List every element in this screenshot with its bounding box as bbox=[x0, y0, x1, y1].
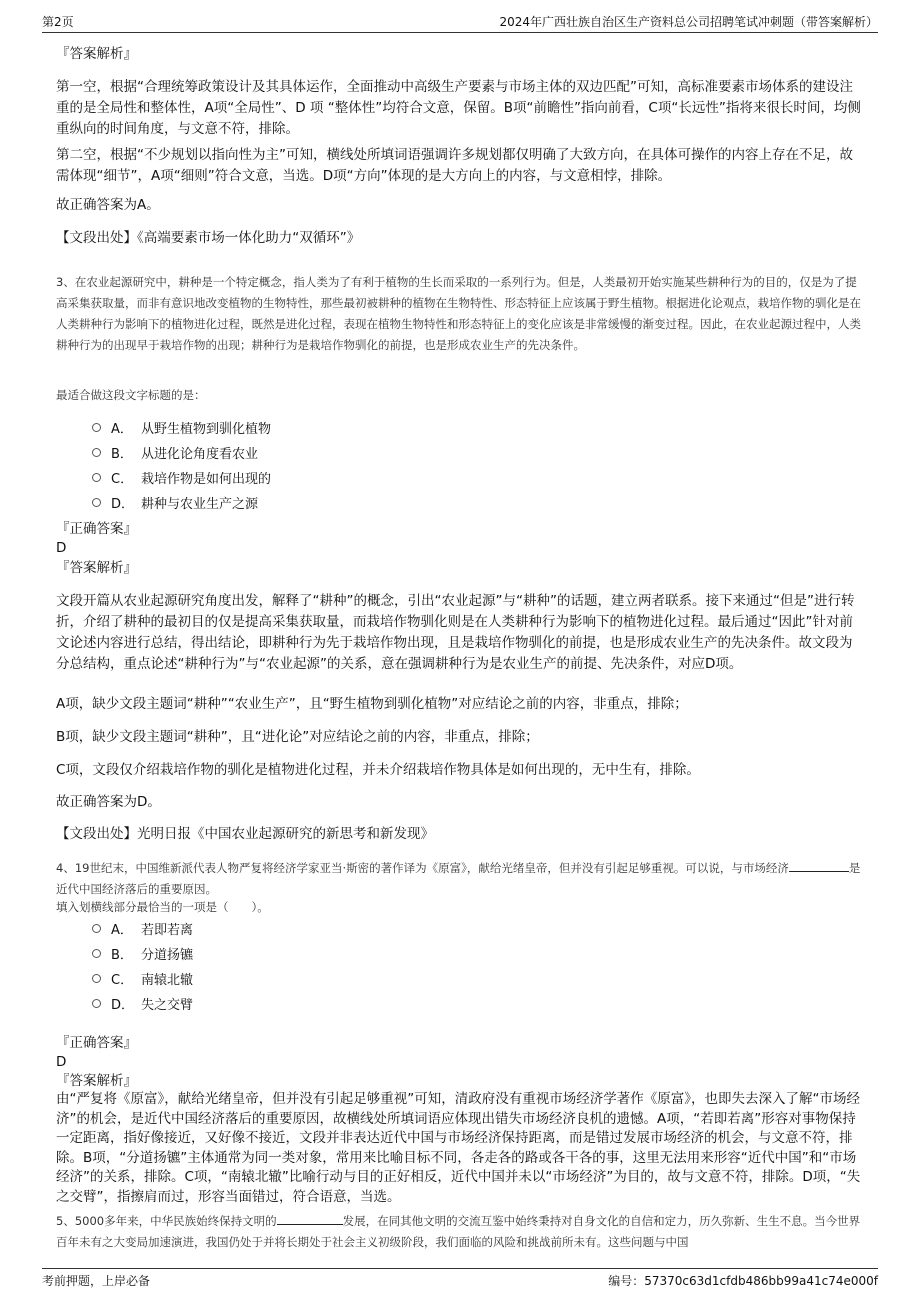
radio-button-icon[interactable] bbox=[92, 448, 101, 457]
option-text: 栽培作物是如何出现的 bbox=[141, 472, 272, 487]
page-number: 第2页 bbox=[42, 14, 74, 29]
q5-stem bbox=[56, 1211, 864, 1253]
q4-answer-label: 『正确答案』 bbox=[56, 1035, 137, 1051]
q3-option-b[interactable] bbox=[92, 443, 258, 462]
q3-prompt: 最适合做这段文字标题的是： bbox=[56, 388, 206, 402]
q4-option-d[interactable] bbox=[92, 994, 193, 1013]
q4-stem-part2: 是近代中国经济落后的重要原因。 bbox=[56, 861, 861, 896]
q3-conclusion: 故正确答案为D。 bbox=[56, 794, 161, 810]
page-footer bbox=[42, 1268, 878, 1291]
option-letter: A． bbox=[111, 422, 133, 437]
q4-analysis: 由“严复将《原富》，献给光绪皇帝，但并没有引起足够重视”可知，清政府没有重视市场经济学著作《原富》，也即失去深入了解“市场经济”的机会，是近代中国经济落后的重要原因，故横线处所填词语应体现出错失市场经济良机的遗憾。A项，“若即若离”形容对事物保持一定距离，指好像接近，又好像不接近，文段并非表达近代中国与市场经济保持距离，而是错过发展市场经济的机会，与文意不符，排除。B项，“分道扬镳”主体通常为同一类对象，常用来比喻目标不同，各走各的路或各干各的事，这里无法用来形容“近代中国”和“市场经济”的关系，排除。C项，“南辕北辙”比喻行动与目的正好相反，近代中国并未以“市场经济”为目的，故与文意不符，排除。D项，“失之交臂”，指擦肩而过，形容当面错过，符合语意，当选。 bbox=[56, 1091, 861, 1205]
radio-button-icon[interactable] bbox=[92, 924, 101, 933]
q3-analysis-para1: 文段开篇从农业起源研究角度出发，解释了“耕种”的概念，引出“农业起源”与“耕种”的话题，建立两者联系。接下来通过“但是”进行转折，介绍了耕种的最初目的仅是提高采集获取量，而栽培作物驯化则是在人类耕种行为影响下的植物进化过程。最后通过“因此”针对前文论述内容进行总结，得出结论，即耕种行为先于栽培作物出现，且是栽培作物驯化的前提，也是形成农业生产的先决条件。故文段为分总结构，重点论述“耕种行为”与“农业起源”的关系，意在强调耕种行为是农业生产的前提、先决条件，对应D项。 bbox=[56, 593, 855, 672]
option-letter: C． bbox=[111, 472, 134, 487]
q2-analysis-label: 『答案解析』 bbox=[56, 46, 137, 62]
q2-analysis-para2: 第二空，根据“不少规划以指向性为主”可知，横线处所填词语强调许多规划都仅明确了大致方向，在具体可操作的内容上存在不足，故需体现“细节”，A项“细则”符合文意，当选。D项“方向”体现的是大方向上的内容，与文意相悖，排除。 bbox=[56, 147, 853, 184]
option-letter: B． bbox=[111, 447, 133, 462]
document-title: 2024年广西壮族自治区生产资料总公司招聘笔试冲刺题（带答案解析） bbox=[499, 14, 878, 29]
radio-button-icon[interactable] bbox=[92, 473, 101, 482]
q3-answer-label: 『正确答案』 bbox=[56, 521, 137, 537]
option-text: 从进化论角度看农业 bbox=[141, 447, 259, 462]
q3-answer: D bbox=[56, 540, 67, 556]
fill-in-blank[interactable] bbox=[277, 1211, 343, 1225]
option-text: 分道扬镳 bbox=[141, 948, 194, 963]
q3-analysis-para3: B项，缺少文段主题词“耕种”，且“进化论”对应结论之前的内容，非重点，排除； bbox=[56, 729, 539, 745]
document-id: 编号：57370c63d1cfdb486bb99a41c74e000f bbox=[608, 1273, 878, 1288]
radio-button-icon[interactable] bbox=[92, 498, 101, 507]
q3-stem: 3、在农业起源研究中，耕种是一个特定概念，指人类为了有利于植物的生长而采取的一系列行为。但是，人类最初开始实施某些耕种行为的目的，仅是为了提高采集获取量，而非有意识地改变植物的生物特性，那些最初被耕种的植物在生物特性、形态特征上应该属于野生植物。根据进化论观点，栽培作物的驯化是在人类耕种行为影响下的植物进化过程，既然是进化过程，表现在植物生物特性和形态特征上的变化应该是非常缓慢的渐变过程。因此，在农业起源过程中，人类耕种行为的出现早于栽培作物的出现；耕种行为是栽培作物驯化的前提，也是形成农业生产的先决条件。 bbox=[56, 275, 861, 352]
option-letter: C． bbox=[111, 973, 134, 988]
q3-source: 【文段出处】光明日报《中国农业起源研究的新思考和新发现》 bbox=[56, 826, 434, 842]
q3-option-d[interactable] bbox=[92, 493, 258, 512]
page-header bbox=[42, 10, 878, 33]
fill-in-blank[interactable] bbox=[789, 858, 849, 872]
q4-stem-part1: 4、19世纪末，中国维新派代表人物严复将经济学家亚当·斯密的著作译为《原富》，献给光绪皇帝，但并没有引起足够重视。可以说，与市场经济 bbox=[56, 861, 789, 875]
q4-analysis-label: 『答案解析』 bbox=[56, 1073, 137, 1089]
footer-slogan: 考前押题，上岸必备 bbox=[42, 1273, 151, 1288]
q4-option-c[interactable] bbox=[92, 969, 193, 988]
option-text: 从野生植物到驯化植物 bbox=[141, 422, 272, 437]
radio-button-icon[interactable] bbox=[92, 974, 101, 983]
radio-button-icon[interactable] bbox=[92, 423, 101, 432]
q5-stem-part2: 发展，在同其他文明的交流互鉴中始终秉持对自身文化的自信和定力，历久弥新、生生不息。当今世界百年未有之大变局加速演进，我国仍处于并将长期处于社会主义初级阶段，我们面临的风险和挑战前所未有。这些问题与中国 bbox=[56, 1214, 861, 1249]
radio-button-icon[interactable] bbox=[92, 999, 101, 1008]
option-letter: D． bbox=[111, 497, 135, 512]
q4-prompt: 填入划横线部分最恰当的一项是（ ）。 bbox=[56, 900, 269, 914]
q5-stem-part1: 5、5000多年来，中华民族始终保持文明的 bbox=[56, 1214, 277, 1228]
q3-analysis-para4: C项，文段仅介绍栽培作物的驯化是植物进化过程，并未介绍栽培作物具体是如何出现的，无中生有，排除。 bbox=[56, 762, 700, 778]
option-text: 南辕北辙 bbox=[141, 973, 194, 988]
radio-button-icon[interactable] bbox=[92, 949, 101, 958]
q3-analysis-para2: A项，缺少文段主题词“耕种”“农业生产”，且“野生植物到驯化植物”对应结论之前的内容，非重点，排除； bbox=[56, 696, 688, 712]
option-letter: D． bbox=[111, 998, 135, 1013]
option-text: 耕种与农业生产之源 bbox=[141, 497, 259, 512]
option-text: 失之交臂 bbox=[141, 998, 194, 1013]
q4-option-a[interactable] bbox=[92, 919, 193, 938]
q4-option-b[interactable] bbox=[92, 944, 193, 963]
q3-option-a[interactable] bbox=[92, 418, 271, 437]
option-text: 若即若离 bbox=[141, 923, 194, 938]
q2-source: 【文段出处】《高端要素市场一体化助力“双循环”》 bbox=[56, 230, 361, 246]
q4-answer: D bbox=[56, 1054, 67, 1070]
option-letter: A． bbox=[111, 923, 133, 938]
option-letter: B． bbox=[111, 948, 133, 963]
q2-analysis-para1: 第一空，根据“合理统筹政策设计及其具体运作，全面推动中高级生产要素与市场主体的双边匹配”可知，高标准要素市场体系的建设注重的是全局性和整体性，A项“全局性”、D 项 “整体性”均符合文意，保留。B项“前瞻性”指向前看，C项“长远性”指将来很长时间，均侧重纵向的时间角度，与文意不符，排除。 bbox=[56, 79, 861, 137]
q2-conclusion: 故正确答案为A。 bbox=[56, 197, 160, 213]
q3-analysis-label: 『答案解析』 bbox=[56, 560, 137, 576]
q3-option-c[interactable] bbox=[92, 468, 271, 487]
q4-stem bbox=[56, 858, 864, 900]
